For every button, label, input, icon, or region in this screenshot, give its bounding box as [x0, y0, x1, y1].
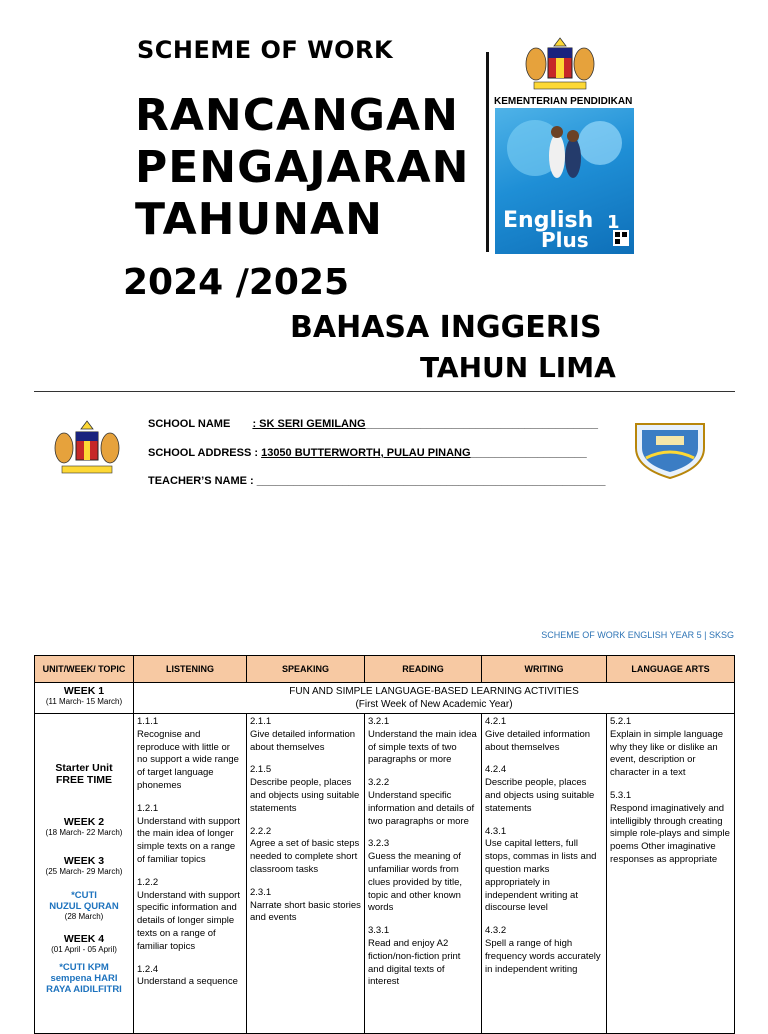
cover-title-line-1: RANCANGAN	[135, 90, 459, 141]
cuti-nuzul-quran-line1: *CUTI	[71, 890, 97, 901]
writing-cell	[482, 714, 607, 1034]
week1-activity-line1: FUN AND SIMPLE LANGUAGE-BASED LEARNING ACTIVITIES	[289, 686, 579, 697]
textbook-cover-image	[495, 108, 634, 254]
language-arts-text: Explain in simple language why they like or dislike an event, description or character in a text	[610, 728, 724, 779]
reading-code: 3.3.1	[368, 925, 390, 937]
school-name-value: : SK SERI GEMILANG	[252, 418, 366, 430]
week4-title: WEEK 4	[63, 933, 105, 945]
cuti-nuzul-quran-line2: NUZUL QURAN	[49, 901, 119, 912]
writing-text: Give detailed information about themselves	[485, 728, 591, 753]
school-name-row	[148, 418, 598, 430]
language-arts-text: Respond imaginatively and intelligibly through creating simple role-plays and simple poems Other imaginative responses as appropriate	[610, 802, 730, 865]
speaking-item	[250, 887, 361, 925]
cover-subject: BAHASA INGGERIS	[290, 310, 602, 345]
header-unit-week-topic: UNIT/WEEK/ TOPIC	[35, 656, 134, 683]
speaking-code: 2.1.5	[250, 764, 272, 776]
header-reading: READING	[365, 656, 482, 683]
reading-text: Guess the meaning of unfamiliar words from clues provided by title, topic and other known words	[368, 851, 462, 914]
reading-item	[368, 777, 478, 828]
reading-item	[368, 925, 478, 989]
reading-text: Read and enjoy A2 fiction/non-fiction print and digital texts of interest	[368, 937, 461, 988]
week3-title: WEEK 3	[63, 855, 105, 867]
cuti-nuzul-quran-date: (28 March)	[64, 912, 104, 921]
speaking-text: Describe people, places and objects using suitable statements	[250, 777, 360, 814]
writing-code: 4.3.1	[485, 825, 507, 837]
reading-code: 3.2.1	[368, 716, 390, 727]
unit-week-cell	[35, 714, 134, 1034]
book-title-english: English	[503, 208, 594, 233]
listening-code: 1.2.2	[137, 876, 159, 888]
speaking-text: Narrate short basic stories and events	[250, 899, 361, 924]
teacher-name-blank: _________________________________________________________	[256, 475, 606, 487]
listening-text: Recognise and reproduce with little or no support a wide range of target language phonemes	[137, 728, 239, 791]
week2-title: WEEK 2	[63, 816, 105, 828]
reading-code: 3.2.3	[368, 838, 390, 850]
speaking-item	[250, 716, 361, 754]
school-name-label: SCHOOL NAME	[148, 418, 231, 430]
writing-item	[485, 716, 603, 754]
cover-separator	[34, 391, 735, 392]
page-header: SCHEME OF WORK ENGLISH YEAR 5 | SKSG	[541, 630, 734, 640]
listening-item	[137, 803, 243, 867]
cuti-kpm-line1: *CUTI KPM	[59, 962, 109, 973]
speaking-code: 2.3.1	[250, 886, 272, 898]
week4-date: (01 April - 05 April)	[51, 945, 117, 954]
teacher-name-row	[148, 475, 606, 487]
reading-cell	[365, 714, 482, 1034]
speaking-text: Give detailed information about themselves	[250, 728, 356, 753]
writing-item	[485, 764, 603, 815]
listening-text: Understand with support specific information and details of longer simple texts on a range of familiar topics	[137, 889, 240, 952]
cover-divider	[486, 52, 489, 252]
header-language-arts: LANGUAGE ARTS	[607, 656, 735, 683]
school-address-value: 13050 BUTTERWORTH, PULAU PINANG	[261, 447, 471, 459]
cover-year: 2024 /2025	[123, 262, 350, 303]
school-address-row	[148, 447, 587, 459]
listening-item	[137, 964, 243, 990]
writing-item	[485, 826, 603, 916]
unit-topic: FREE TIME	[55, 774, 112, 786]
listening-item	[137, 877, 243, 954]
unit-name: Starter Unit	[55, 762, 113, 774]
week3-date: (25 March- 29 March)	[45, 867, 123, 876]
listening-text: Understand a sequence	[137, 976, 238, 988]
writing-text: Describe people, places and objects using suitable statements	[485, 777, 595, 814]
speaking-code: 2.1.1	[250, 716, 272, 727]
speaking-text: Agree a set of basic steps needed to complete short classroom tasks	[250, 838, 360, 875]
language-arts-item	[610, 790, 731, 867]
writing-code: 4.2.4	[485, 764, 507, 776]
school-address-label: SCHOOL ADDRESS :	[148, 447, 259, 459]
table-row	[35, 683, 735, 714]
listening-text: Understand with support the main idea of longer simple texts on a range of familiar topics	[137, 815, 240, 865]
writing-text: Use capital letters, full stops, commas in lists and question marks appropriately in independent writing at discourse level	[485, 838, 597, 914]
week1-activity-line2: (First Week of New Academic Year)	[355, 699, 513, 710]
writing-code: 4.3.2	[485, 925, 507, 937]
speaking-code: 2.2.2	[250, 825, 272, 837]
book-title-plus: Plus	[541, 228, 589, 252]
cover-level: TAHUN LIMA	[420, 351, 616, 384]
school-name-blank: ______________________________________	[365, 418, 598, 430]
ministry-label: KEMENTERIAN PENDIDIKAN	[494, 96, 633, 107]
reading-text: Understand specific information and details of two paragraphs or more	[368, 789, 475, 827]
listening-code: 1.2.1	[137, 802, 159, 814]
week1-cell	[35, 683, 134, 714]
speaking-item	[250, 826, 361, 877]
week1-activity	[134, 683, 735, 714]
writing-item	[485, 925, 603, 976]
language-arts-code: 5.2.1	[610, 716, 632, 727]
header-writing: WRITING	[482, 656, 607, 683]
cuti-kpm-line2: sempena HARI	[50, 973, 118, 984]
writing-text: Spell a range of high frequency words accurately in independent writing	[485, 937, 601, 975]
listening-cell	[134, 714, 247, 1034]
language-arts-item	[610, 716, 731, 780]
cover-title-line-2: PENGAJARAN	[135, 142, 470, 193]
school-coat-of-arms-icon	[50, 418, 124, 478]
listening-item	[137, 716, 243, 793]
book-number: 1	[607, 212, 620, 233]
reading-code: 3.2.2	[368, 777, 390, 789]
header-listening: LISTENING	[134, 656, 247, 683]
speaking-item	[250, 764, 361, 815]
writing-code: 4.2.1	[485, 716, 507, 727]
table-row	[35, 714, 735, 1034]
reading-item	[368, 838, 478, 915]
scheme-of-work-table	[34, 655, 735, 1034]
school-address-blank: ___________________	[470, 447, 587, 459]
language-arts-cell	[607, 714, 735, 1034]
week2-date: (18 March- 22 March)	[45, 828, 123, 837]
reading-text: Understand the main idea of simple texts of two paragraphs or more	[368, 728, 477, 766]
school-logo-icon	[632, 418, 708, 480]
cover-title-line-3: TAHUNAN	[135, 194, 383, 245]
listening-code: 1.1.1	[137, 716, 159, 727]
week1-date: (11 March- 15 March)	[45, 697, 123, 706]
speaking-cell	[247, 714, 365, 1034]
table-header-row	[35, 656, 735, 683]
week1-title: WEEK 1	[63, 685, 105, 697]
cover-title-small: SCHEME OF WORK	[137, 36, 394, 64]
coat-of-arms-icon	[518, 36, 602, 92]
reading-item	[368, 716, 478, 767]
language-arts-code: 5.3.1	[610, 789, 632, 801]
listening-code: 1.2.4	[137, 963, 159, 975]
cuti-kpm-line3: RAYA AIDILFITRI	[46, 984, 122, 995]
header-speaking: SPEAKING	[247, 656, 365, 683]
teacher-name-label: TEACHER’S NAME :	[148, 475, 254, 487]
